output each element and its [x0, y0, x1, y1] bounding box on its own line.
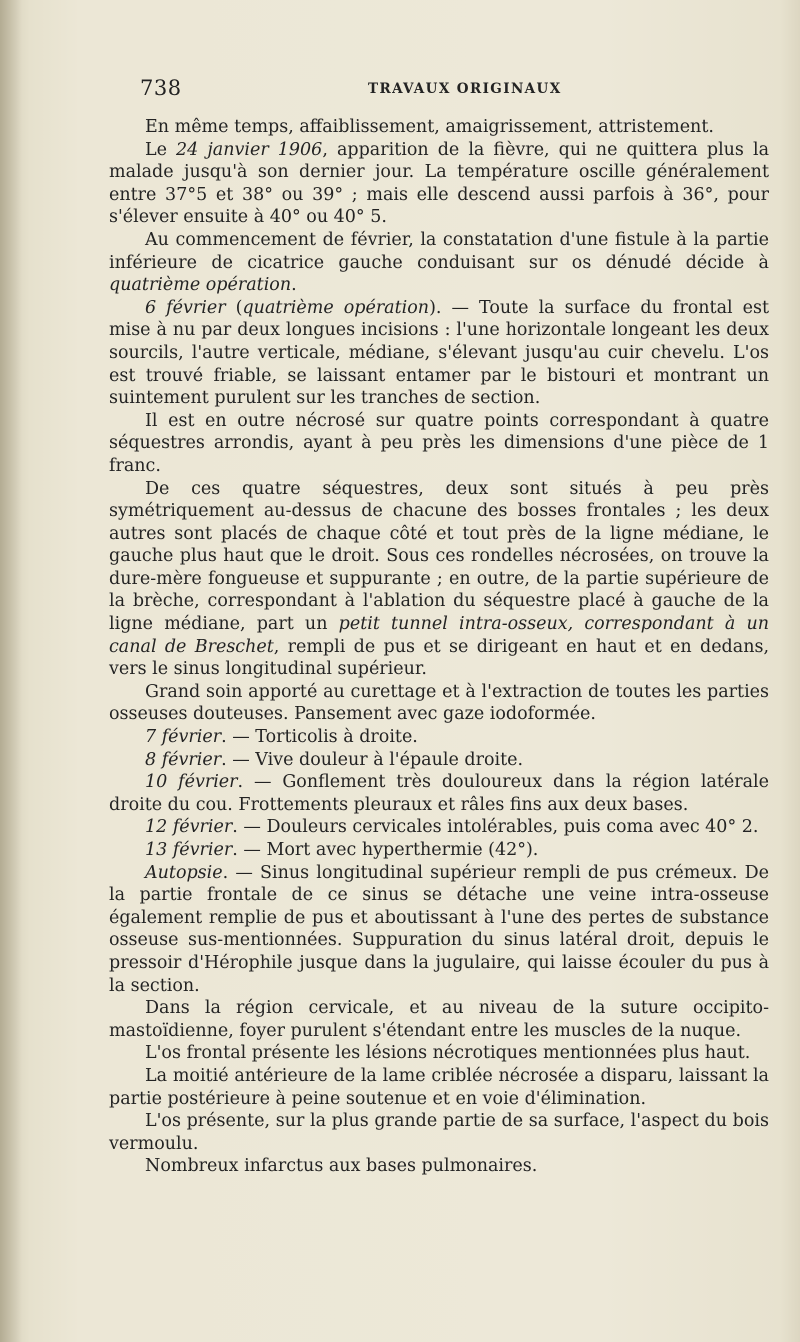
text-run: De ces quatre séquestres, deux sont situés à peu près symétriquement au-dessus de chacune des bosses frontales ; les deux autres sont placés de chaque côté et tout près de la ligne médiane, le gauche plus haut que le droit. Sous ces rondelles nécrosées, on trouve la dure-mère fongueuse et suppurante ; en outre, de la partie supérieure de la brèche, correspondant à l'ablation du séquestre placé à gauche de la ligne médiane, part un	[109, 478, 769, 635]
binding-shadow	[0, 0, 22, 1342]
paragraph	[109, 229, 769, 297]
paragraph	[109, 749, 769, 772]
italic-text: Autopsie	[145, 862, 223, 883]
text-run: . — Torticolis à droite.	[221, 727, 418, 748]
text-run: Grand soin apporté au curettage et à l'extraction de toutes les parties osseuses douteuses. Pansement avec gaze iodoformée.	[109, 681, 769, 725]
italic-text: 12 février	[145, 817, 233, 838]
text-run: Il est en outre nécrosé sur quatre points correspondant à quatre séquestres arrondis, ayant à peu près les dimensions d'une pièce de 1 franc.	[109, 410, 769, 476]
italic-text: quatrième opération	[109, 275, 292, 296]
italic-text: 10 février	[145, 772, 238, 793]
paragraph	[109, 862, 769, 998]
paragraph	[109, 139, 769, 229]
text-run: (	[225, 297, 243, 318]
italic-text: quatrième opération	[242, 297, 430, 318]
italic-text: 24 janvier 1906	[176, 139, 323, 160]
paragraph	[109, 1042, 769, 1065]
paragraph	[109, 478, 769, 681]
paragraph	[109, 116, 769, 139]
text-run: . — Mort avec hyperthermie (42°).	[232, 840, 539, 860]
text-run: La moitié antérieure de la lame criblée nécrosée a disparu, laissant la partie postérieure à peine soutenue et en voie d'élimination.	[109, 1065, 769, 1109]
text-run: Dans la région cervicale, et au niveau de la suture occipito-mastoïdienne, foyer purulent s'étendant entre les muscles de la nuque.	[109, 998, 769, 1041]
paragraph	[109, 681, 769, 726]
italic-text: 8 février	[145, 749, 222, 770]
text-run: . — Douleurs cervicales intolérables, puis coma avec 40° 2.	[232, 817, 759, 838]
paragraph	[109, 410, 769, 478]
text-run: L'os frontal présente les lésions nécrotiques mentionnées plus haut.	[145, 1043, 751, 1064]
paragraph	[109, 839, 769, 862]
text-run: . — Sinus longitudinal supérieur rempli de pus crémeux. De la partie frontale de ce sinus se détache une veine intra-osseuse également remplie de pus et aboutissant à l'une des pertes de substance osseuse sus-mentionnées. Suppuration du sinus latéral droit, depuis le pressoir d'Hérophile jusque dans la jugulaire, qui laisse écouler du pus à la section.	[109, 862, 769, 996]
paragraph	[109, 1065, 769, 1110]
paragraph	[109, 816, 769, 839]
text-run: Le	[145, 139, 177, 160]
paragraph	[109, 726, 769, 749]
text-run: .	[291, 275, 297, 296]
text-run: . — Vive douleur à l'épaule droite.	[221, 749, 524, 770]
paragraph	[109, 1110, 769, 1155]
text-run: . — Gonflement très douloureux dans la région latérale droite du cou. Frottements pleuraux et râles fins aux deux bases.	[109, 772, 769, 815]
italic-text: 7 février	[145, 727, 222, 748]
running-head: TRAVAUX ORIGINAUX	[368, 81, 562, 97]
body-text	[109, 116, 769, 1178]
text-run: L'os présente, sur la plus grande partie de sa surface, l'aspect du bois vermoulu.	[109, 1111, 769, 1154]
text-run: Nombreux infarctus aux bases pulmonaires.	[145, 1156, 538, 1177]
italic-text: petit tunnel intra-osseux, correspondant à un canal de Breschet	[109, 614, 769, 657]
paragraph	[109, 997, 769, 1042]
paragraph	[109, 1155, 769, 1178]
italic-text: 13 février	[145, 840, 233, 860]
text-run: Au commencement de février, la constatation d'une fistule à la partie inférieure de cicatrice gauche conduisant sur os dénudé décide à	[109, 229, 769, 273]
paragraph	[109, 771, 769, 816]
text-run: , apparition de la fièvre, qui ne quittera plus la malade jusqu'à son dernier jour. La température oscille généralement entre 37°5 et 38° ou 39° ; mais elle descend aussi parfois à 36°, pour s'élever ensuite à 40° ou 40° 5.	[109, 139, 770, 228]
italic-text: 6 février	[145, 297, 226, 318]
text-run: En même temps, affaiblissement, amaigrissement, attristement.	[145, 117, 714, 137]
page-header	[140, 76, 770, 106]
page-number: 738	[140, 76, 182, 100]
text-run: ). — Toute la surface du frontal est mise à nu par deux longues incisions : l'une horizontale longeant les deux sourcils, l'autre verticale, médiane, s'élevant jusqu'au cuir chevelu. L'os est trouvé friable, se laissant entamer par le bistouri et montrant un suintement purulent sur les tranches de section.	[109, 297, 770, 409]
text-run: , rempli de pus et se dirigeant en haut et en dedans, vers le sinus longitudinal supérieur.	[109, 636, 770, 680]
paragraph	[109, 297, 769, 410]
